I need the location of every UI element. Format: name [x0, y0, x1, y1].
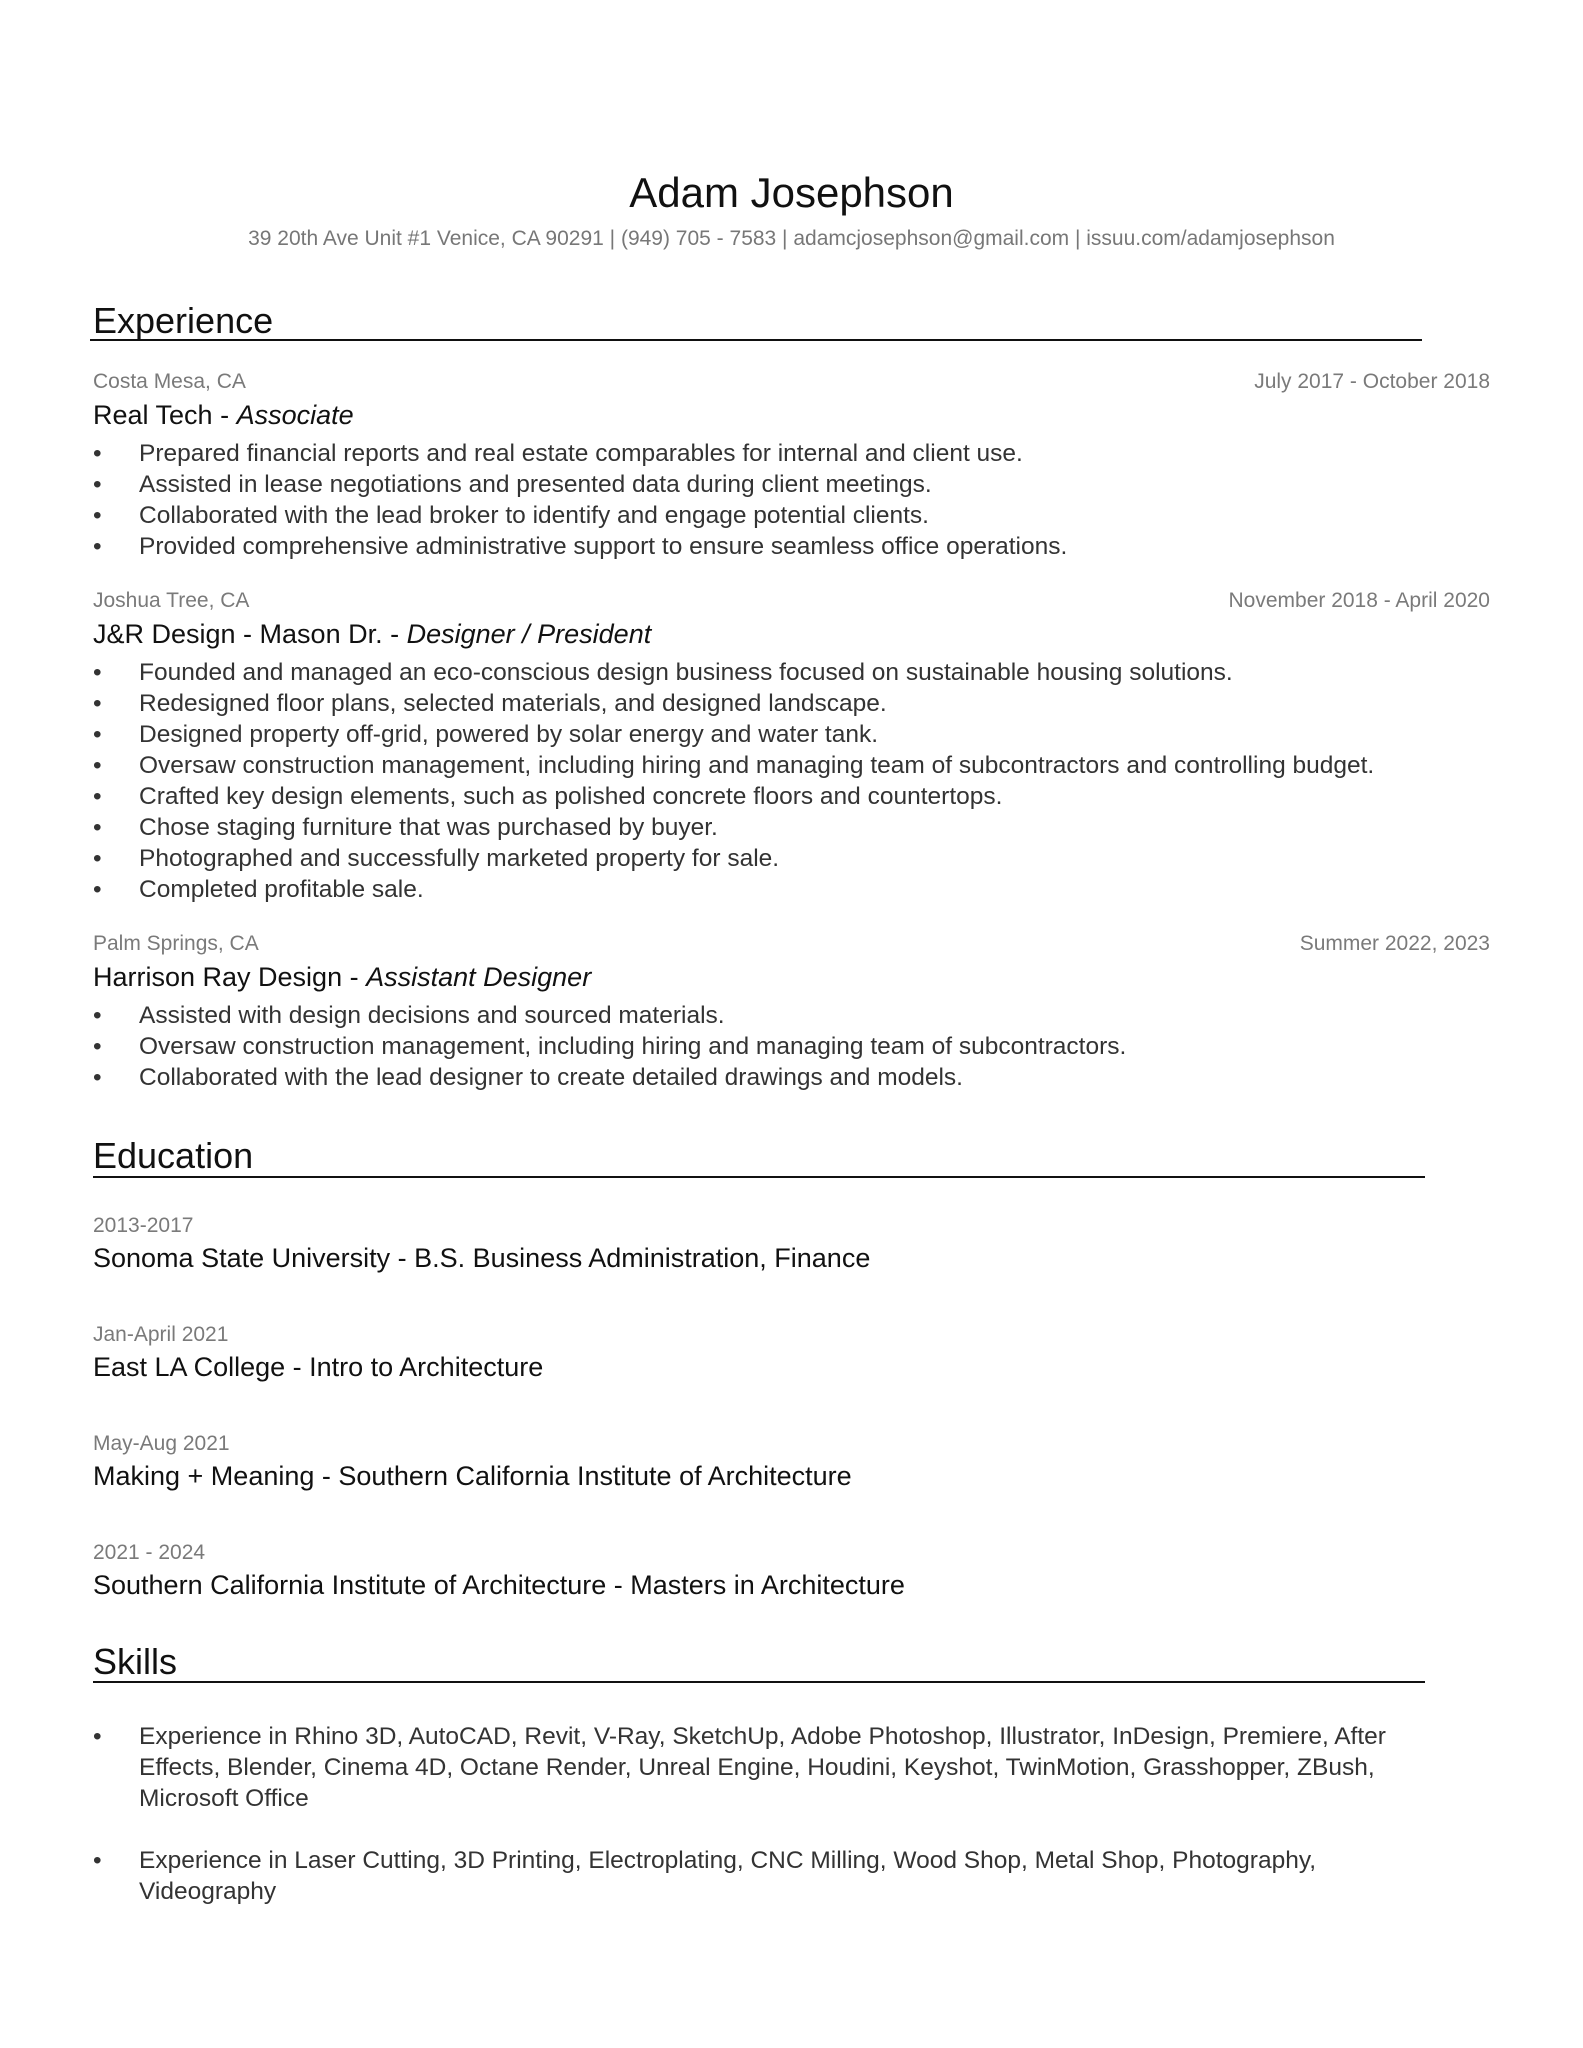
education-dates: May-Aug 2021	[93, 1432, 230, 1455]
education-title: Sonoma State University - B.S. Business Administration, Finance	[93, 1243, 871, 1273]
education-entry	[93, 1322, 543, 1384]
resume-header	[0, 168, 1583, 252]
bullet-item: • Prepared financial reports and real estate comparables for internal and client use.	[93, 438, 1490, 469]
education-entry	[93, 1540, 905, 1602]
company-name: Harrison Ray Design -	[93, 962, 367, 992]
education-dates: 2013-2017	[93, 1214, 194, 1237]
entry-title	[93, 960, 1490, 994]
education-dates: 2021 - 2024	[93, 1541, 206, 1564]
candidate-name: Adam Josephson	[629, 169, 954, 216]
experience-entry	[93, 932, 1490, 1093]
entry-location: Palm Springs, CA	[93, 932, 259, 955]
entry-bullets	[93, 657, 1490, 905]
bullet-item: • Assisted in lease negotiations and presented data during client meetings.	[93, 469, 1490, 500]
skill-item	[93, 1845, 1453, 1907]
job-role: Designer / President	[406, 619, 652, 649]
bullet-item: • Chose staging furniture that was purchased by buyer.	[93, 812, 1490, 843]
bullet-item: • Crafted key design elements, such as polished concrete floors and countertops.	[93, 781, 1490, 812]
experience-entry	[93, 589, 1490, 905]
skills-heading: Skills	[93, 1641, 178, 1682]
education-entry	[93, 1213, 870, 1275]
bullet-item: • Designed property off-grid, powered by solar energy and water tank.	[93, 719, 1490, 750]
bullet-item: • Assisted with design decisions and sourced materials.	[93, 1000, 1490, 1031]
entry-dates: Summer 2022, 2023	[1299, 932, 1490, 955]
entry-dates: July 2017 - October 2018	[1254, 370, 1490, 393]
education-dates: Jan-April 2021	[93, 1323, 229, 1346]
skill-item	[93, 1721, 1453, 1814]
job-role: Assistant Designer	[366, 962, 592, 992]
education-title: Southern California Institute of Architecture - Masters in Architecture	[93, 1570, 905, 1600]
entry-title	[93, 617, 1490, 651]
education-divider	[93, 1176, 1425, 1178]
education-title: East LA College - Intro to Architecture	[93, 1352, 544, 1382]
skill-text: Experience in Laser Cutting, 3D Printing, Electroplating, CNC Milling, Wood Shop, Metal Shop, Photography, Videography	[139, 1847, 1317, 1905]
skill-text: Experience in Rhino 3D, AutoCAD, Revit, V-Ray, SketchUp, Adobe Photoshop, Illustrator, InDesign, Premiere, After Effects, Blender, Cinema 4D, Octane Render, Unreal Engine, Houdini, Keyshot, TwinMotion, Grasshopper, ZBush, Microsoft Office	[139, 1723, 1386, 1812]
entry-dates: November 2018 - April 2020	[1228, 589, 1490, 612]
job-role: Associate	[236, 400, 354, 430]
education-heading: Education	[93, 1135, 254, 1176]
entry-bullets	[93, 438, 1490, 562]
bullet-item: • Collaborated with the lead designer to create detailed drawings and models.	[93, 1062, 1490, 1093]
company-name: J&R Design - Mason Dr. -	[93, 619, 407, 649]
bullet-item: • Photographed and successfully marketed property for sale.	[93, 843, 1490, 874]
education-entry	[93, 1431, 852, 1493]
skills-divider	[93, 1681, 1425, 1683]
experience-entry	[93, 370, 1490, 562]
bullet-item: • Completed profitable sale.	[93, 874, 1490, 905]
bullet-item: • Oversaw construction management, including hiring and managing team of subcontractors.	[93, 1031, 1490, 1062]
bullet-item: • Redesigned floor plans, selected materials, and designed landscape.	[93, 688, 1490, 719]
experience-divider	[90, 339, 1422, 341]
entry-location: Joshua Tree, CA	[93, 589, 250, 612]
experience-heading: Experience	[93, 300, 274, 341]
bullet-item: • Oversaw construction management, including hiring and managing team of subcontractors and controlling budget.	[93, 750, 1490, 781]
bullet-item: • Collaborated with the lead broker to identify and engage potential clients.	[93, 500, 1490, 531]
entry-title	[93, 398, 1490, 432]
entry-location: Costa Mesa, CA	[93, 370, 246, 393]
bullet-mark: •	[93, 1723, 102, 1750]
entry-bullets	[93, 1000, 1490, 1093]
education-title: Making + Meaning - Southern California Institute of Architecture	[93, 1461, 852, 1491]
bullet-item: • Provided comprehensive administrative support to ensure seamless office operations.	[93, 531, 1490, 562]
bullet-mark: •	[93, 1847, 102, 1874]
company-name: Real Tech -	[93, 400, 237, 430]
contact-line: 39 20th Ave Unit #1 Venice, CA 90291 | (949) 705 - 7583 | adamcjosephson@gmail.com | issuu.com/adamjosephson	[248, 227, 1335, 250]
bullet-item: • Founded and managed an eco-conscious design business focused on sustainable housing solutions.	[93, 657, 1490, 688]
